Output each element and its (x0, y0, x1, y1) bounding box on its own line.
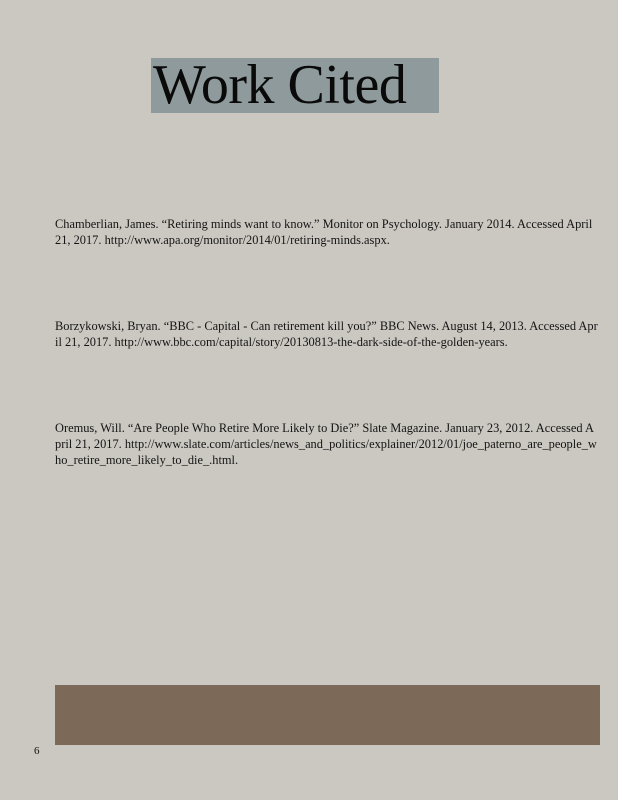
title-highlight-box (151, 54, 439, 116)
citation-2: Borzykowski, Bryan. “BBC - Capital - Can retirement kill you?” BBC News. August 14, 2013. Accessed April 21, 2017. http://www.bbc.com/capital/story/20130813-the-dark-side-of-the-golden-years. (55, 319, 598, 349)
page-number: 6 (34, 745, 40, 757)
citation-3: Oremus, Will. “Are People Who Retire More Likely to Die?” Slate Magazine. January 23, 2012. Accessed April 21, 2017. http://www.slate.com/articles/news_and_politics/explainer/2012/01/joe_paterno_are_people_who_retire_more_likely_to_die_.html. (55, 421, 597, 467)
page-title: Work Cited (153, 54, 407, 116)
citation-1: Chamberlian, James. “Retiring minds want to know.” Monitor on Psychology. January 2014. Accessed April 21, 2017. http://www.apa.org/monitor/2014/01/retiring-minds.aspx. (55, 217, 593, 247)
footer-color-bar (55, 685, 600, 745)
